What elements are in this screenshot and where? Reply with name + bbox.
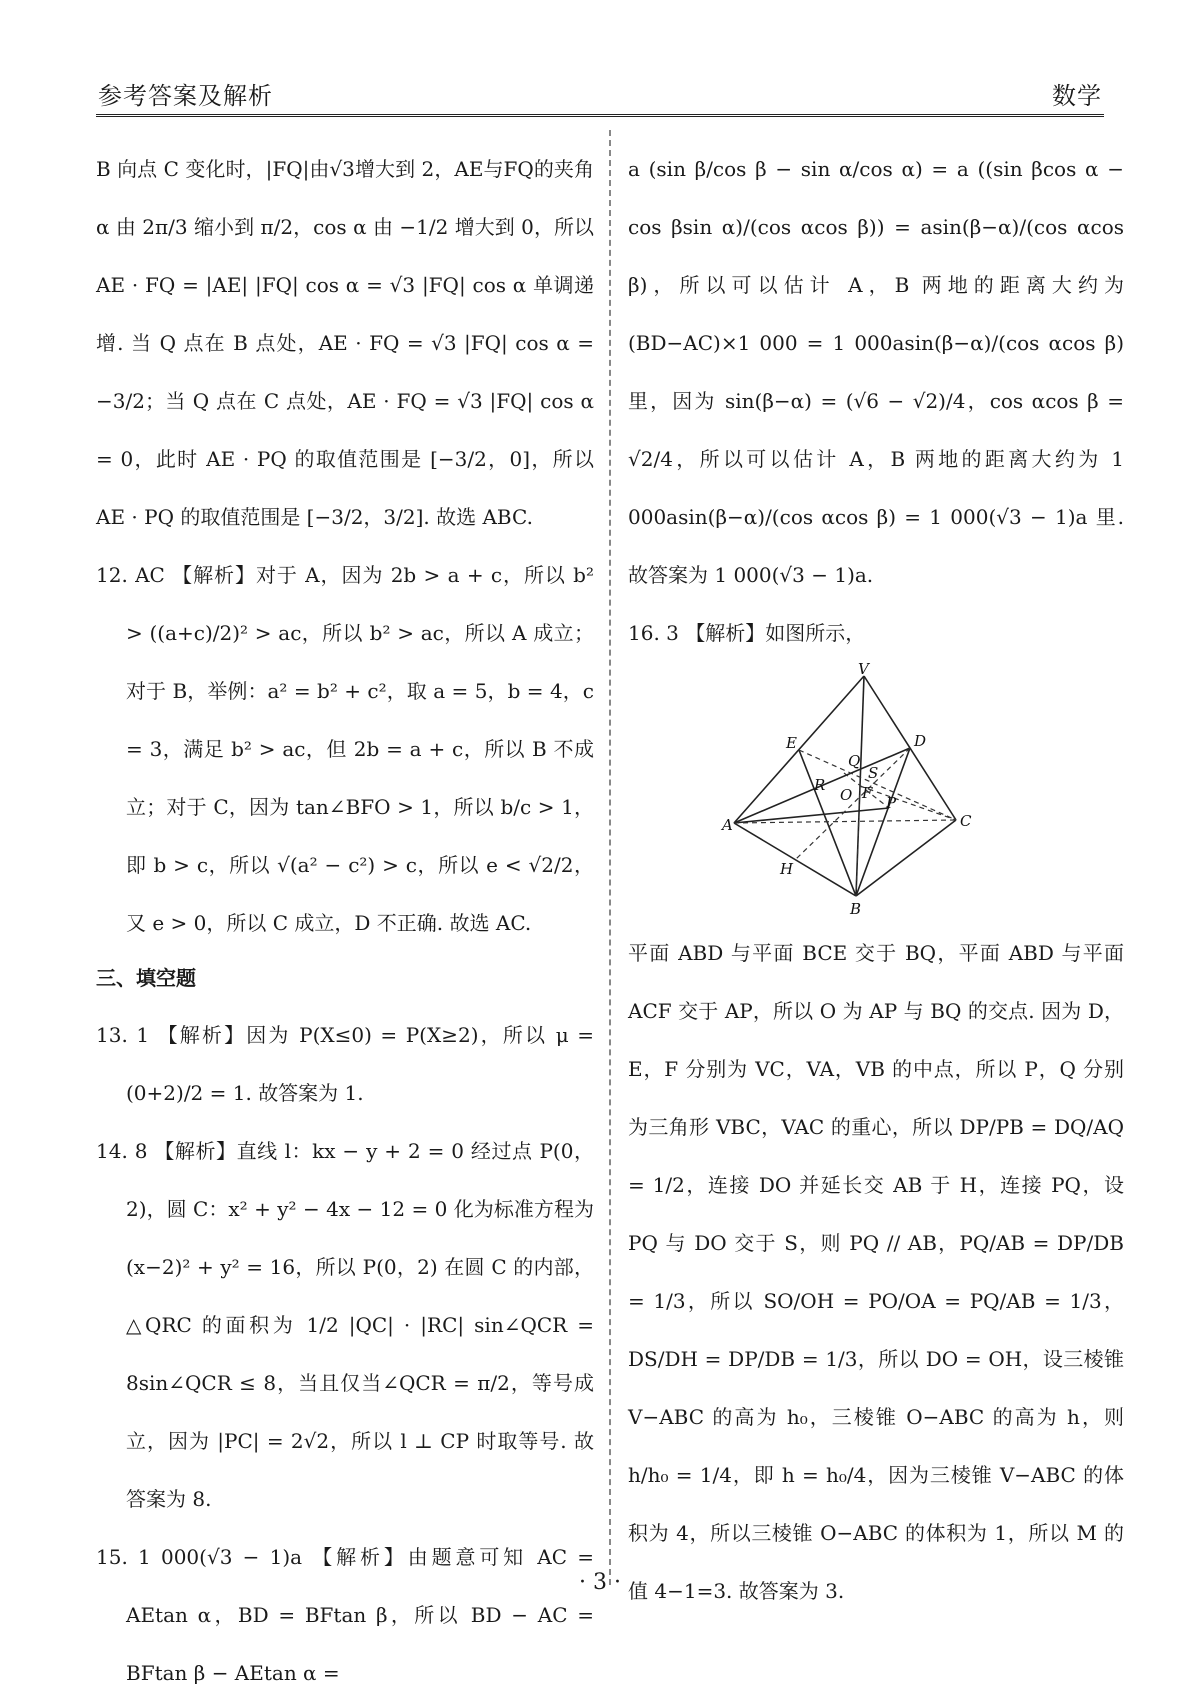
answer-12: 12. AC 【解析】对于 A，因为 2b > a + c，所以 b² > ((a+c)/2)² > ac，所以 b² > ac，所以 A 成立；对于 B，举例：a² = b² + c²，取 a = 5，b = 4，c = 3，满足 b² > ac，但 2b = a + c，所以 B 不成立；对于 C，因为 tan∠BFO > 1，所以 b/c > 1，即 b > c，所以 √(a² − c²) > c，所以 e < √2/2，又 e > 0，所以 C 成立，D 不正确. 故选 AC. (96, 563, 594, 935)
label-b: B (850, 900, 862, 918)
label-e: E (786, 734, 797, 752)
label-d: D (914, 732, 927, 750)
label-a: A (722, 816, 733, 834)
label-s: S (868, 764, 879, 782)
label-o: O (840, 786, 853, 804)
column-divider (609, 130, 611, 1585)
answer-15-continued: a (sin β/cos β − sin α/cos α) = a ((sin βcos α − cos βsin α)/(cos αcos β)) = asin(β−α)/(cos αcos β)，所以可以估计 A，B 两地的距离大约为 (BD−AC)×1 000 = 1 000asin(β−α)/(cos αcos β) 里，因为 sin(β−α) = (√6 − √2)/4，cos αcos β = √2/4，所以可以估计 A，B 两地的距离大约为 1 000asin(β−α)/(cos αcos β) = 1 000(√3 − 1)a 里. 故答案为 1 000(√3 − 1)a. (628, 157, 1124, 587)
answer-16: 16. 3 【解析】如图所示， (628, 621, 866, 645)
label-h: H (780, 860, 794, 878)
label-v: V (858, 660, 869, 678)
header-subject: 数学 (1052, 82, 1102, 110)
pyramid-figure (722, 660, 994, 918)
label-c: C (960, 812, 972, 830)
answer-11-continued: B 向点 C 变化时，|FQ|由√3增大到 2，AE与FQ的夹角 α 由 2π/3 缩小到 π/2，cos α 由 −1/2 增大到 0，所以AE · FQ = |AE| |FQ| cos α = √3 |FQ| cos α 单调递增. 当 Q 点在 B 点处，AE · FQ = √3 |FQ| cos α = −3/2；当 Q 点在 C 点处，AE · FQ = √3 |FQ| cos α = 0，此时 AE · PQ 的取值范围是 [−3/2，0]，所以 AE · PQ 的取值范围是 [−3/2，3/2]. 故选 ABC. (96, 157, 594, 529)
page-number: · 3 · (579, 1570, 621, 1595)
answer-15: 15. 1 000(√3 − 1)a 【解析】由题意可知 AC = AEtan α，BD = BFtan β，所以 BD − AC = BFtan β − AEtan α = (96, 1545, 594, 1685)
header-title: 参考答案及解析 (98, 82, 273, 110)
label-q: Q (848, 752, 861, 770)
page-header (96, 68, 1104, 117)
label-f: F (862, 784, 873, 802)
label-r: R (814, 776, 826, 794)
right-column (628, 140, 1124, 1620)
answer-13: 13. 1 【解析】因为 P(X≤0) = P(X≥2)，所以 μ = (0+2)/2 = 1. 故答案为 1. (96, 1023, 594, 1105)
section-heading: 三、填空题 (96, 966, 196, 990)
left-column (96, 140, 594, 1702)
answer-14: 14. 8 【解析】直线 l：kx − y + 2 = 0 经过点 P(0，2)，圆 C：x² + y² − 4x − 12 = 0 化为标准方程为 (x−2)² + y² = 16，所以 P(0，2) 在圆 C 的内部，△QRC 的面积为 1/2 |QC| · |RC| sin∠QCR = 8sin∠QCR ≤ 8，当且仅当∠QCR = π/2，等号成立，因为 |PC| = 2√2，所以 l ⊥ CP 时取等号. 故答案为 8. (96, 1139, 594, 1511)
label-p: P (886, 794, 897, 812)
answer-16-explanation: 平面 ABD 与平面 BCE 交于 BQ，平面 ABD 与平面 ACF 交于 AP，所以 O 为 AP 与 BQ 的交点. 因为 D，E，F 分别为 VC，VA，VB 的中点，所以 P，Q 分别为三角形 VBC，VAC 的重心，所以 DP/PB = DQ/AQ = 1/2，连接 DO 并延长交 AB 于 H，连接 PQ，设 PQ 与 DO 交于 S，则 PQ // AB，PQ/AB = DP/DB = 1/3，所以 SO/OH = PO/OA = PQ/AB = 1/3，DS/DH = DP/DB = 1/3，所以 DO = OH，设三棱锥 V−ABC 的高为 h₀，三棱锥 O−ABC 的高为 h，则 h/h₀ = 1/4，即 h = h₀/4，因为三棱锥 V−ABC 的体积为 4，所以三棱锥 O−ABC 的体积为 1，所以 M 的值 4−1=3. 故答案为 3. (628, 941, 1124, 1603)
